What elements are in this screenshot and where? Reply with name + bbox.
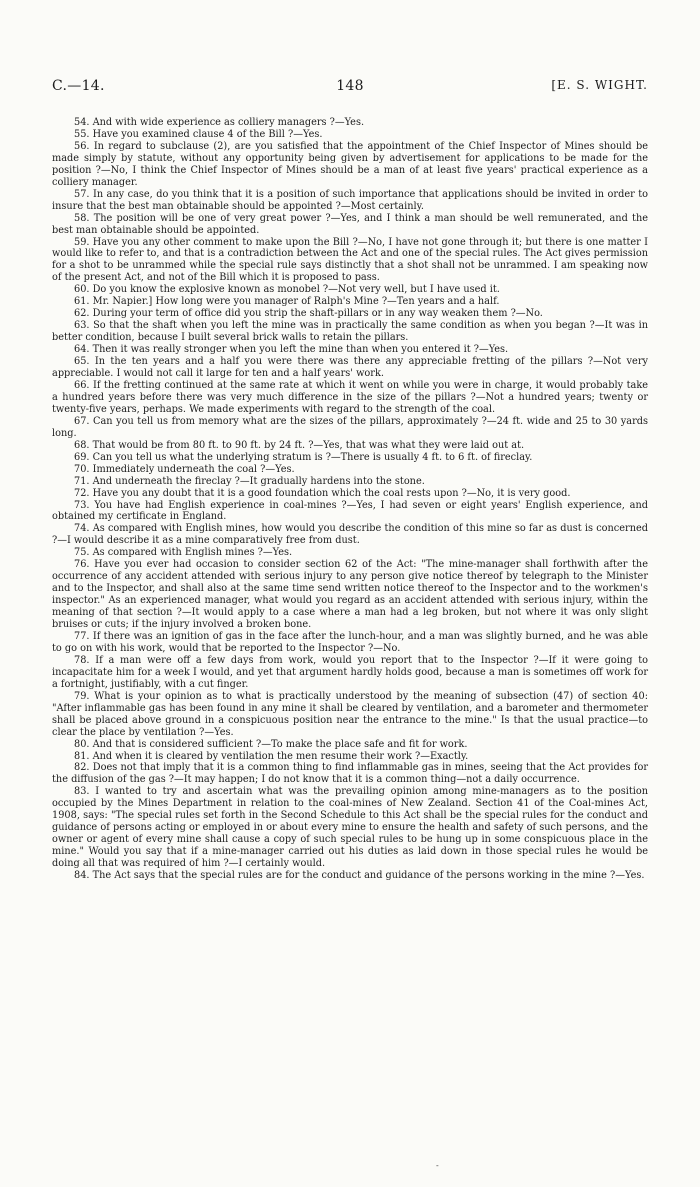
question-paragraph: 73. You have had English experience in coal-mines ?—Yes, I had seven or eight years' English experience, and obtained my certificate in England.	[52, 499, 648, 523]
testimony-body	[52, 117, 648, 882]
question-paragraph: 80. And that is considered sufficient ?—To make the place safe and fit for work.	[74, 738, 468, 750]
question-paragraph: 79. What is your opinion as to what is practically understood by the meaning of subsection (47) of section 40: "After inflammable gas has been found in any mine it shall be cleared by ventilation, and a barometer and thermometer shall be placed above ground in a conspicuous position near the entrance to the mine." Is that the usual practice—to clear the place by ventilation ?—Yes.	[52, 690, 648, 738]
page-header	[52, 78, 648, 102]
question-paragraph: 60. Do you know the explosive known as monobel ?—Not very well, but I have used it.	[74, 284, 500, 296]
question-paragraph: 74. As compared with English mines, how would you describe the condition of this mine so far as dust is concerned ?—I would describe it as a mine comparatively free from dust.	[52, 523, 648, 547]
question-paragraph: 78. If a man were off a few days from work, would you report that to the Inspector ?—If it were going to incapacitate him for a week I would, and yet that argument hardly holds good, because a man is sometimes off work for a fortnight, justifiably, with a cut finger.	[52, 654, 648, 690]
footer-mark: -	[436, 1161, 439, 1170]
question-paragraph: 69. Can you tell us what the underlying stratum is ?—There is usually 4 ft. to 6 ft. of fireclay.	[74, 451, 533, 463]
question-paragraph: 56. In regard to subclause (2), are you satisfied that the appointment of the Chief Inspector of Mines should be made simply by statute, without any opportunity being given by advertisement for applications to be made for the position ?—No, I think the Chief Inspector of Mines should be a man of at least five years' practical experience as a colliery manager.	[52, 140, 648, 188]
question-paragraph: 63. So that the shaft when you left the mine was in practically the same condition as when you began ?—It was in better condition, because I built several brick walls to retain the pillars.	[52, 320, 648, 344]
question-paragraph: 61. Mr. Napier.] How long were you manager of Ralph's Mine ?—Ten years and a half.	[74, 296, 500, 308]
question-paragraph: 67. Can you tell us from memory what are the sizes of the pillars, approximately ?—24 ft. wide and 25 to 30 yards long.	[52, 415, 648, 439]
question-paragraph: 71. And underneath the fireclay ?—It gradually hardens into the stone.	[74, 475, 425, 487]
question-paragraph: 68. That would be from 80 ft. to 90 ft. by 24 ft. ?—Yes, that was what they were laid out at.	[74, 439, 525, 451]
question-paragraph: 62. During your term of office did you strip the shaft-pillars or in any way weaken them ?—No.	[74, 308, 543, 320]
question-paragraph: 64. Then it was really stronger when you left the mine than when you entered it ?—Yes.	[74, 344, 509, 356]
question-paragraph: 70. Immediately underneath the coal ?—Yes.	[74, 463, 295, 475]
witness-name: [E. S. WIGHT.	[551, 78, 648, 92]
question-paragraph: 59. Have you any other comment to make upon the Bill ?—No, I have not gone through it; but there is one matter I would like to refer to, and that is a contradiction between the Act and one of the special rules. The Act gives permission for a shot to be unrammed while the special rule says distinctly that a shot shall not be unrammed. I am speaking now of the present Act, and not of the Bill which it is proposed to pass.	[52, 236, 648, 284]
page-number: 148	[336, 78, 364, 94]
question-paragraph: 81. And when it is cleared by ventilation the men resume their work ?—Exactly.	[74, 750, 469, 762]
question-paragraph: 72. Have you any doubt that it is a good foundation which the coal rests upon ?—No, it is very good.	[74, 487, 571, 499]
question-paragraph: 77. If there was an ignition of gas in the face after the lunch-hour, and a man was slightly burned, and he was able to go on with his work, would that be reported to the Inspector ?—No.	[52, 630, 648, 654]
paper-reference: C.—14.	[52, 78, 105, 94]
question-paragraph: 54. And with wide experience as colliery managers ?—Yes.	[74, 117, 365, 128]
question-paragraph: 57. In any case, do you think that it is a position of such importance that applications should be invited in order to insure that the best man obtainable should be appointed ?—Most certainly.	[52, 188, 648, 212]
question-paragraph: 83. I wanted to try and ascertain what was the prevailing opinion among mine-managers as to the position occupied by the Mines Department in relation to the coal-mines of New Zealand. Section 41 of the Coal-mines Act, 1908, says: "The special rules set forth in the Second Schedule to this Act shall be the special rules for the conduct and guidance of persons acting or employed in or about every mine to ensure the health and safety of such persons, and the owner or agent of every mine shall cause a copy of such special rules to be hung up in some conspicuous place in the mine." Would you say that if a mine-manager carried out his duties as laid down in those special rules he would be doing all that was required of him ?—I certainly would.	[52, 786, 648, 870]
question-paragraph: 55. Have you examined clause 4 of the Bill ?—Yes.	[74, 128, 323, 140]
question-paragraph: 75. As compared with English mines ?—Yes.	[74, 547, 293, 559]
question-paragraph: 58. The position will be one of very great power ?—Yes, and I think a man should be well remunerated, and the best man obtainable should be appointed.	[52, 212, 648, 236]
question-paragraph: 84. The Act says that the special rules are for the conduct and guidance of the persons working in the mine ?—Yes.	[74, 870, 645, 882]
question-paragraph: 65. In the ten years and a half you were there was there any appreciable fretting of the pillars ?—Not very appreciable. I would not call it large for ten and a half years' work.	[52, 356, 648, 380]
question-paragraph: 76. Have you ever had occasion to consider section 62 of the Act: "The mine-manager shall forthwith after the occurrence of any accident attended with serious injury to any person give notice thereof by telegraph to the Minister and to the Inspector, and shall also at the same time send written notice thereof to the Inspector and to the workmen's inspector." As an experienced manager, what would you regard as an accident attended with serious injury, within the meaning of that section ?—It would apply to a case where a man had a leg broken, but not where it was only slight bruises or cuts; if the injury involved a broken bone.	[52, 559, 648, 631]
question-paragraph: 66. If the fretting continued at the same rate at which it went on while you were in charge, it would probably take a hundred years before there was very much difference in the size of the pillars ?—Not a hundred years; twenty or twenty-five years, perhaps. We made experiments with regard to the strength of the coal.	[52, 379, 648, 415]
question-paragraph: 82. Does not that imply that it is a common thing to find inflammable gas in mines, seeing that the Act provides for the diffusion of the gas ?—It may happen; I do not know that it is a common thing—not a daily occurrence.	[52, 762, 648, 786]
